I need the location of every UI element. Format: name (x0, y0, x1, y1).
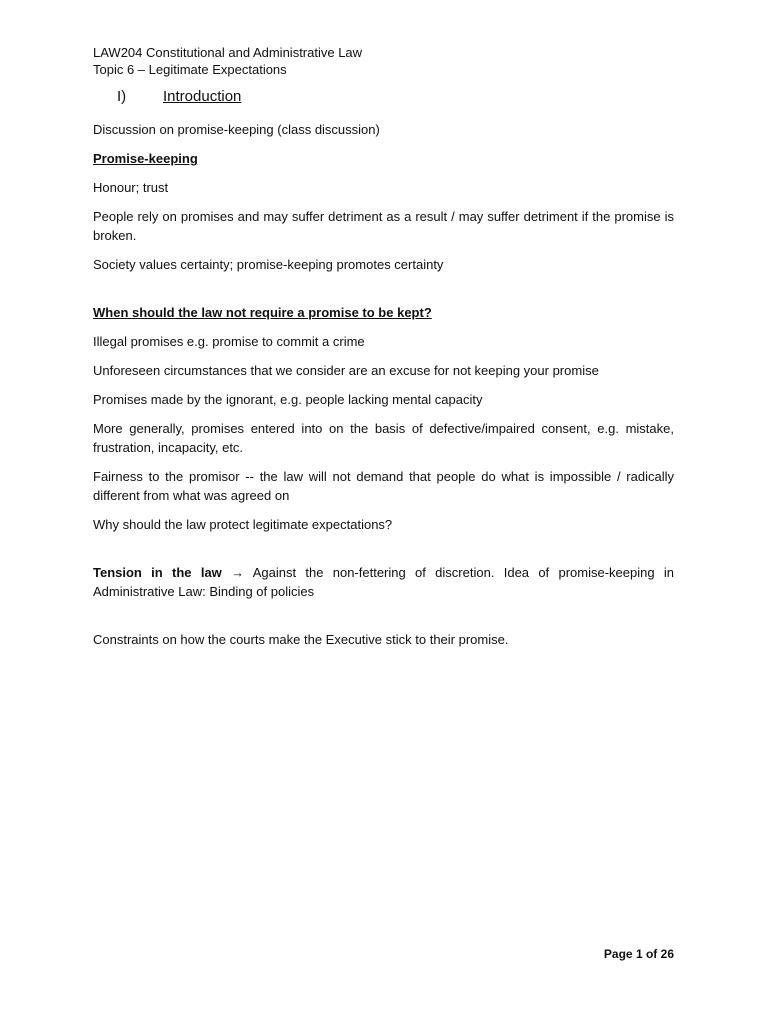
spacer (93, 284, 674, 303)
spacer (93, 611, 674, 630)
page-content (93, 44, 674, 659)
section-number: I) (117, 88, 127, 105)
illegal-paragraph: Illegal promises e.g. promise to commit a crime (93, 334, 365, 349)
when-heading: When should the law not require a promise to be kept? (93, 305, 432, 320)
right-arrow-icon: → (231, 565, 245, 580)
people-rely-paragraph: People rely on promises and may suffer detriment as a result / may suffer detriment if the promise is broken. (93, 209, 674, 243)
spacer (93, 544, 674, 563)
discussion-paragraph: Discussion on promise-keeping (class discussion) (93, 122, 380, 137)
section-title: Introduction (163, 88, 242, 105)
page-footer (604, 946, 674, 962)
tension-label: Tension in the law (93, 565, 222, 580)
course-title: LAW204 Constitutional and Administrative Law (93, 45, 363, 60)
topic-title: Topic 6 – Legitimate Expectations (93, 62, 287, 77)
tension-paragraph (93, 563, 674, 601)
section-heading (93, 88, 674, 106)
honour-trust-paragraph: Honour; trust (93, 180, 169, 195)
promise-keeping-heading: Promise-keeping (93, 151, 198, 166)
constraints-paragraph: Constraints on how the courts make the Executive stick to their promise. (93, 632, 509, 647)
unforeseen-paragraph: Unforeseen circumstances that we consider are an excuse for not keeping your promise (93, 363, 599, 378)
ignorant-paragraph: Promises made by the ignorant, e.g. people lacking mental capacity (93, 392, 483, 407)
of-word: of (645, 947, 658, 961)
more-generally-paragraph: More generally, promises entered into on the basis of defective/impaired consent, e.g. mistake, frustration, incapacity, etc. (93, 421, 674, 455)
why-protect-paragraph: Why should the law protect legitimate expectations? (93, 517, 393, 532)
page-word: Page (603, 947, 633, 961)
page-number: 1 (635, 947, 643, 961)
society-values-paragraph: Society values certainty; promise-keeping promotes certainty (93, 257, 444, 272)
fairness-paragraph: Fairness to the promisor -- the law will not demand that people do what is impossible / radically different from what was agreed on (93, 469, 674, 503)
total-pages: 26 (660, 947, 674, 961)
tension-text: Against the non-fettering of discretion. Idea of promise-keeping in Administrative Law: Binding of policies (93, 565, 674, 599)
